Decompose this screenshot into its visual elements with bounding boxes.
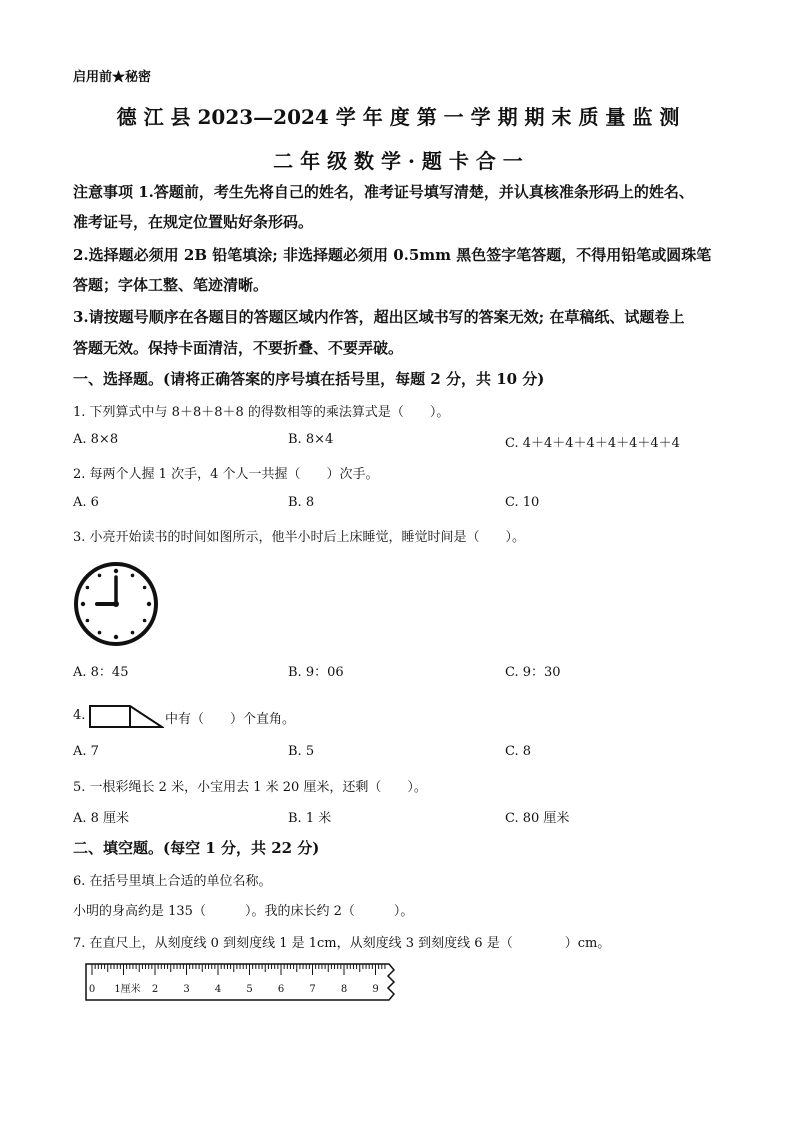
question-6-line: 小明的身高约是 135（ ）。我的床长约 2（ ）。 bbox=[73, 904, 414, 919]
exam-subtitle: 二 年 级 数 学 · 题 卡 合 一 bbox=[273, 149, 523, 173]
question-1-stem: 1. 下列算式中与 8＋8＋8＋8 的得数相等的乘法算式是（ ）。 bbox=[73, 405, 450, 420]
notice-line-6: 答题无效。保持卡面清洁，不要折叠、不要弄破。 bbox=[73, 339, 404, 357]
ruler-label: 3 bbox=[183, 984, 190, 995]
ruler-label: 9 bbox=[372, 984, 379, 995]
ruler-label: 4 bbox=[214, 984, 222, 995]
ruler-figure bbox=[84, 962, 396, 1002]
question-3-option-a: A. 8：45 bbox=[73, 665, 129, 680]
question-3-option-b: B. 9：06 bbox=[288, 665, 344, 680]
question-2-stem: 2. 每两个人握 1 次手，4 个人一共握（ ）次手。 bbox=[73, 467, 379, 482]
notice-line-4: 答题；字体工整、笔迹清晰。 bbox=[73, 276, 269, 294]
ruler-label: 7 bbox=[309, 984, 316, 995]
notice-line-5: 3.请按题号顺序在各题目的答题区域内作答，超出区域书写的答案无效; 在草稿纸、试题卷上 bbox=[73, 308, 685, 326]
question-1-option-a: A. 8×8 bbox=[73, 432, 119, 447]
question-1-option-b: B. 8×4 bbox=[288, 432, 334, 447]
notice-line-2: 准考证号，在规定位置贴好条形码。 bbox=[73, 213, 314, 231]
section-2-heading: 二、填空题。(每空 1 分，共 22 分) bbox=[73, 839, 320, 857]
question-6-stem: 6. 在括号里填上合适的单位名称。 bbox=[73, 874, 272, 889]
question-4-option-c: C. 8 bbox=[505, 744, 532, 759]
question-3-stem: 3. 小亮开始读书的时间如图所示，他半小时后上床睡觉，睡觉时间是（ ）。 bbox=[73, 530, 526, 545]
question-5-option-c: C. 80 厘米 bbox=[505, 811, 570, 826]
notice-line-1: 注意事项 1.答题前，考生先将自己的姓名，准考证号填写清楚，并认真核准条形码上的姓名、 bbox=[73, 183, 694, 201]
ruler-label: 0 bbox=[88, 984, 96, 995]
section-1-heading: 一、选择题。(请将正确答案的序号填在括号里，每题 2 分，共 10 分) bbox=[73, 370, 545, 388]
confidential-label: 启用前★秘密 bbox=[73, 70, 152, 85]
question-4-option-b: B. 5 bbox=[288, 744, 315, 759]
ruler-label: 8 bbox=[340, 984, 348, 995]
ruler-label: 1厘米 bbox=[114, 984, 141, 995]
question-2-option-a: A. 6 bbox=[73, 495, 99, 510]
question-1-option-c: C. 4＋4＋4＋4＋4＋4＋4＋4 bbox=[505, 436, 680, 451]
question-5-stem: 5. 一根彩绳长 2 米，小宝用去 1 米 20 厘米，还剩（ ）。 bbox=[73, 780, 427, 795]
question-4-option-a: A. 7 bbox=[73, 744, 99, 759]
question-4-stem: 中有（ ）个直角。 bbox=[165, 712, 296, 727]
question-3-option-c: C. 9：30 bbox=[505, 665, 561, 680]
question-2-option-c: C. 10 bbox=[505, 495, 540, 510]
notice-line-3: 2.选择题必须用 2B 铅笔填涂; 非选择题必须用 0.5mm 黑色签字笔答题，不得用铅笔或圆珠笔 bbox=[73, 246, 712, 264]
ruler-label: 5 bbox=[246, 984, 253, 995]
exam-title: 德 江 县 2023—2024 学 年 度 第 一 学 期 期 末 质 量 监 测 bbox=[116, 105, 680, 129]
question-7-stem: 7. 在直尺上，从刻度线 0 到刻度线 1 是 1cm，从刻度线 3 到刻度线 6 是（ ）cm。 bbox=[73, 936, 611, 951]
question-5-option-b: B. 1 米 bbox=[288, 811, 332, 826]
ruler-label: 6 bbox=[277, 984, 285, 995]
question-5-option-a: A. 8 厘米 bbox=[73, 811, 130, 826]
question-4-number: 4. bbox=[73, 708, 86, 723]
ruler-label: 2 bbox=[151, 984, 159, 995]
trapezoid-figure bbox=[88, 703, 164, 729]
clock-icon bbox=[72, 560, 160, 648]
question-2-option-b: B. 8 bbox=[288, 495, 315, 510]
